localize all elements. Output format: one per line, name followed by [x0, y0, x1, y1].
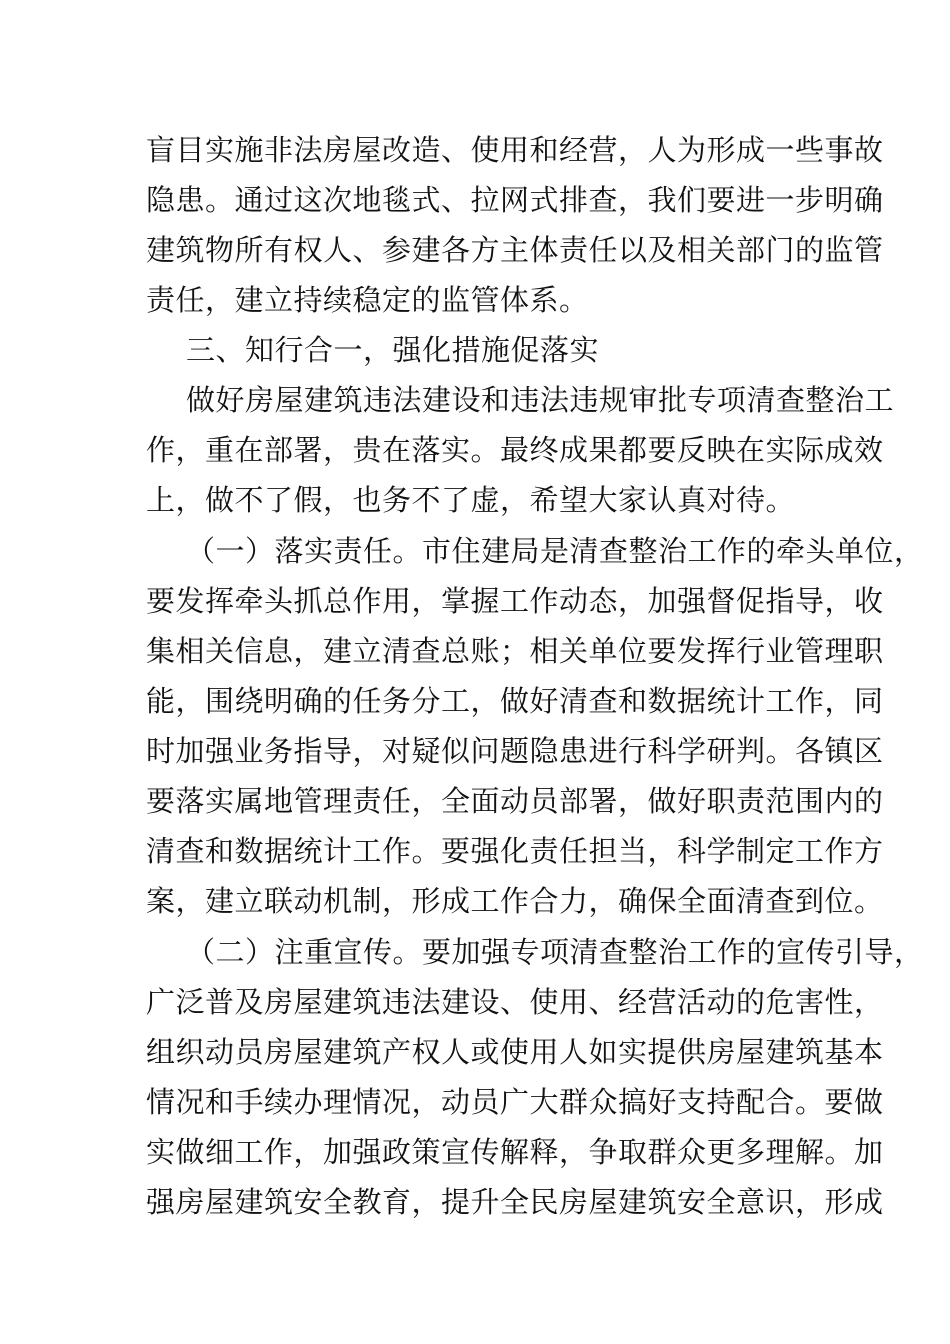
paragraph-3-line-2: 要发挥牵头抓总作用，掌握工作动态，加强督促指导，收: [146, 584, 884, 618]
paragraph-3-line-7: 清查和数据统计工作。要强化责任担当，科学制定工作方: [146, 834, 884, 868]
section-heading: 三、知行合一，强化措施促落实: [186, 333, 600, 367]
paragraph-1-line-2: 隐患。通过这次地毯式、拉网式排查，我们要进一步明确: [146, 183, 884, 217]
paragraph-3-line-5: 时加强业务指导，对疑似问题隐患进行科学研判。各镇区: [146, 734, 884, 768]
paragraph-3-line-6: 要落实属地管理责任，全面动员部署，做好职责范围内的: [146, 784, 884, 818]
paragraph-4-line-1: （二）注重宣传。要加强专项清查整治工作的宣传引导，: [186, 935, 924, 969]
paragraph-1-line-1: 盲目实施非法房屋改造、使用和经营，人为形成一些事故: [146, 133, 884, 167]
paragraph-2-line-2: 作，重在部署，贵在落实。最终成果都要反映在实际成效: [146, 433, 884, 467]
paragraph-1-line-4: 责任，建立持续稳定的监管体系。: [146, 283, 589, 317]
paragraph-4-line-2: 广泛普及房屋建筑违法建设、使用、经营活动的危害性，: [146, 985, 884, 1019]
paragraph-3-line-4: 能，围绕明确的任务分工，做好清查和数据统计工作，同: [146, 684, 884, 718]
paragraph-4-line-6: 强房屋建筑安全教育，提升全民房屋建筑安全意识，形成: [146, 1185, 884, 1219]
paragraph-3-line-3: 集相关信息，建立清查总账；相关单位要发挥行业管理职: [146, 634, 884, 668]
paragraph-2-line-1: 做好房屋建筑违法建设和违法违规审批专项清查整治工: [186, 383, 895, 417]
paragraph-4-line-4: 情况和手续办理情况，动员广大群众搞好支持配合。要做: [146, 1085, 884, 1119]
paragraph-3-line-1: （一）落实责任。市住建局是清查整治工作的牵头单位，: [186, 534, 924, 568]
paragraph-2-line-3: 上，做不了假，也务不了虚，希望大家认真对待。: [146, 483, 796, 517]
paragraph-4-line-3: 组织动员房屋建筑产权人或使用人如实提供房屋建筑基本: [146, 1035, 884, 1069]
paragraph-4-line-5: 实做细工作，加强政策宣传解释，争取群众更多理解。加: [146, 1135, 884, 1169]
paragraph-1-line-3: 建筑物所有权人、参建各方主体责任以及相关部门的监管: [146, 233, 884, 267]
paragraph-3-line-8: 案，建立联动机制，形成工作合力，确保全面清查到位。: [146, 884, 884, 918]
